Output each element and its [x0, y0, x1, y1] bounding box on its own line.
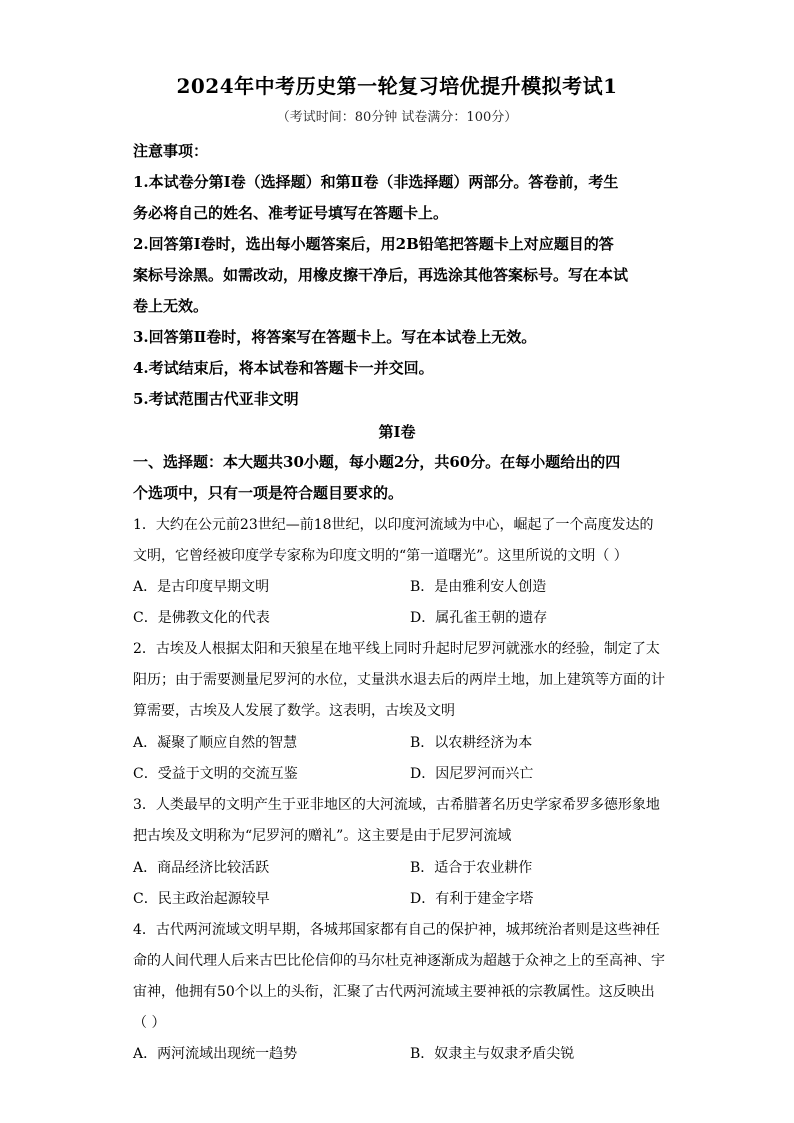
question-2-option-c: C．受益于文明的交流互鉴 — [133, 766, 298, 782]
question-3-option-a: A．商品经济比较活跃 — [133, 860, 270, 876]
exam-subtitle: （考试时间：80分钟 试卷满分：100分） — [276, 110, 518, 125]
question-2-text: 2．古埃及人根据太阳和天狼星在地平线上同时升起时尼罗河就涨水的经验，制定了太 — [133, 641, 660, 657]
question-3-option-b: B．适合于农业耕作 — [410, 860, 533, 876]
notice-line: 2.回答第Ⅰ卷时，选出每小题答案后，用2B铅笔把答题卡上对应题目的答 — [133, 235, 614, 253]
section-instruction: 一、选择题：本大题共30小题，每小题2分，共60分。在每小题给出的四 — [133, 453, 621, 471]
exam-title: 2024年中考历史第一轮复习培优提升模拟考试1 — [176, 74, 618, 98]
question-3-option-c: C．民主政治起源较早 — [133, 891, 270, 907]
question-3-text: 3．人类最早的文明产生于亚非地区的大河流域，古希腊著名历史学家希罗多德形象地 — [133, 797, 660, 813]
question-2-option-a: A．凝聚了顺应自然的智慧 — [133, 735, 298, 751]
notice-line: 卷上无效。 — [133, 297, 209, 315]
question-3-text: 把古埃及文明称为“尼罗河的赠礼”。这主要是由于尼罗河流域 — [133, 828, 512, 844]
question-2-option-b: B．以农耕经济为本 — [410, 735, 533, 751]
notice-line: 1.本试卷分第Ⅰ卷（选择题）和第Ⅱ卷（非选择题）两部分。答卷前，考生 — [133, 173, 619, 191]
question-1-option-c: C．是佛教文化的代表 — [133, 610, 270, 626]
question-1-text: 1．大约在公元前23世纪—前18世纪，以印度河流域为中心，崛起了一个高度发达的 — [133, 517, 654, 533]
notice-line: 4.考试结束后，将本试卷和答题卡一并交回。 — [133, 359, 434, 377]
question-4-text: （ ） — [133, 1015, 166, 1031]
question-2-text: 阳历；由于需要测量尼罗河的水位，丈量洪水退去后的两岸土地，加上建筑等方面的计 — [133, 672, 665, 688]
question-2-text: 算需要，古埃及人发展了数学。这表明，古埃及文明 — [133, 703, 455, 719]
question-4-text: 命的人间代理人后来古巴比伦信仰的马尔杜克神逐渐成为超越于众神之上的至高神、宇 — [133, 953, 665, 969]
notice-line: 5.考试范围古代亚非文明 — [133, 390, 299, 408]
question-4-option-a: A．两河流域出现统一趋势 — [133, 1046, 298, 1062]
section-instruction: 个选项中，只有一项是符合题目要求的。 — [133, 484, 404, 502]
notice-heading: 注意事项： — [133, 142, 209, 160]
section-title: 第Ⅰ卷 — [378, 423, 416, 441]
question-3-option-d: D．有利于建金字塔 — [410, 891, 534, 907]
question-4-text: 宙神，他拥有50个以上的头衔，汇聚了古代两河流域主要神祇的宗教属性。这反映出 — [133, 984, 655, 1000]
question-1-option-d: D．属孔雀王朝的遗存 — [410, 610, 548, 626]
question-1-option-a: A．是古印度早期文明 — [133, 579, 270, 595]
question-4-option-b: B．奴隶主与奴隶矛盾尖锐 — [410, 1046, 575, 1062]
question-1-option-b: B．是由雅利安人创造 — [410, 579, 547, 595]
question-2-option-d: D．因尼罗河而兴亡 — [410, 766, 534, 782]
notice-line: 务必将自己的姓名、准考证号填写在答题卡上。 — [133, 204, 449, 222]
notice-line: 3.回答第Ⅱ卷时，将答案写在答题卡上。写在本试卷上无效。 — [133, 328, 537, 346]
question-1-text: 文明，它曾经被印度学专家称为印度文明的“第一道曙光”。这里所说的文明（ ） — [133, 548, 628, 564]
question-4-text: 4．古代两河流域文明早期，各城邦国家都有自己的保护神，城邦统治者则是这些神任 — [133, 922, 660, 938]
notice-line: 案标号涂黑。如需改动，用橡皮擦干净后，再选涂其他答案标号。写在本试 — [133, 266, 629, 284]
